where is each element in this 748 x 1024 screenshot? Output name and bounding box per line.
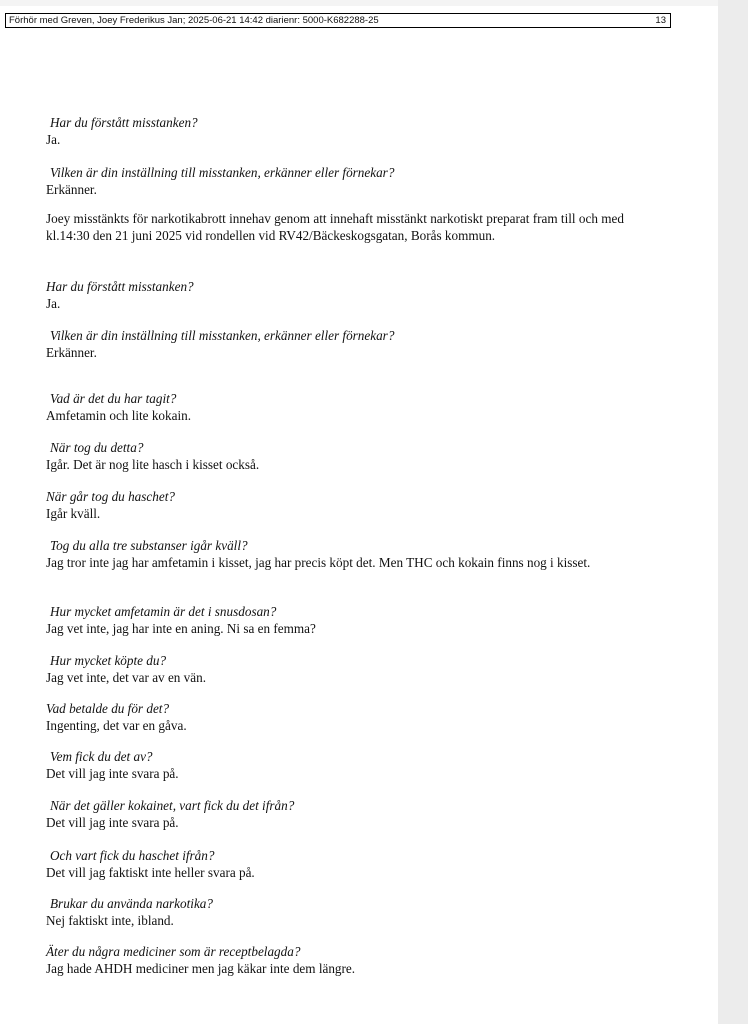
answer: Jag vet inte, jag har inte en aning. Ni sa en femma? (46, 621, 316, 636)
qa-block (46, 700, 187, 734)
question: Brukar du använda narkotika? (50, 896, 213, 911)
question: Hur mycket amfetamin är det i snusdosan? (50, 604, 277, 619)
answer: Nej faktiskt inte, ibland. (46, 913, 174, 928)
question: När det gäller kokainet, vart fick du det ifrån? (50, 798, 295, 813)
qa-block (46, 652, 206, 686)
qa-block (46, 439, 259, 473)
qa-block (46, 278, 194, 312)
question: När tog du detta? (50, 440, 144, 455)
qa-block (46, 847, 255, 881)
qa-block (46, 390, 191, 424)
qa-block (46, 114, 198, 148)
top-strip (0, 0, 718, 6)
answer: Igår. Det är nog lite hasch i kisset också. (46, 457, 260, 472)
answer: Jag hade AHDH mediciner men jag käkar inte dem längre. (46, 961, 356, 976)
question: Vad betalde du för det? (46, 701, 170, 716)
question: Och vart fick du haschet ifrån? (50, 848, 215, 863)
answer: Ja. (46, 132, 61, 147)
answer: Erkänner. (46, 345, 97, 360)
qa-block (46, 797, 294, 831)
question: Äter du några mediciner som är receptbelagda? (46, 944, 301, 959)
qa-block (46, 748, 179, 782)
answer: Ja. (46, 296, 61, 311)
answer: Amfetamin och lite kokain. (46, 408, 192, 423)
question: Tog du alla tre substanser igår kväll? (50, 538, 248, 553)
suspicion-paragraph (46, 210, 626, 244)
answer: Det vill jag inte svara på. (46, 815, 179, 830)
header-title: Förhör med Greven, Joey Frederikus Jan; 2025-06-21 14:42 diarienr: 5000-K682288-25 (9, 15, 379, 26)
answer: Det vill jag inte svara på. (46, 766, 179, 781)
answer: Det vill jag faktiskt inte heller svara på. (46, 865, 255, 880)
answer: Jag vet inte, det var av en vän. (46, 670, 207, 685)
question: Vilken är din inställning till misstanken, erkänner eller förnekar? (50, 328, 395, 343)
qa-block (46, 537, 616, 571)
question: Vilken är din inställning till misstanken, erkänner eller förnekar? (50, 165, 395, 180)
answer: Jag tror inte jag har amfetamin i kisset, jag har precis köpt det. Men THC och kokain finns nog i kisset. (46, 555, 591, 570)
question: Vem fick du det av? (50, 749, 153, 764)
answer: Igår kväll. (46, 506, 101, 521)
question: När går tog du haschet? (46, 489, 175, 504)
qa-block (46, 603, 316, 637)
qa-block (46, 488, 175, 522)
answer: Ingenting, det var en gåva. (46, 718, 187, 733)
answer: Erkänner. (46, 182, 97, 197)
page-header (5, 13, 671, 28)
qa-block (46, 164, 394, 198)
question: Hur mycket köpte du? (50, 653, 167, 668)
question: Har du förstått misstanken? (50, 115, 198, 130)
qa-block (46, 943, 355, 977)
question: Har du förstått misstanken? (46, 279, 194, 294)
qa-block (46, 327, 394, 361)
suspicion-text: Joey misstänkts för narkotikabrott innehav genom att innehaft misstänkt narkotiskt preparat fram till och med kl.14:30 den 21 juni 2025 vid rondellen vid RV42/Bäckeskogsgatan, Borås kommun. (46, 211, 624, 243)
qa-block (46, 895, 213, 929)
question: Vad är det du har tagit? (50, 391, 177, 406)
page-number: 13 (655, 15, 666, 26)
right-gutter (718, 0, 748, 1024)
